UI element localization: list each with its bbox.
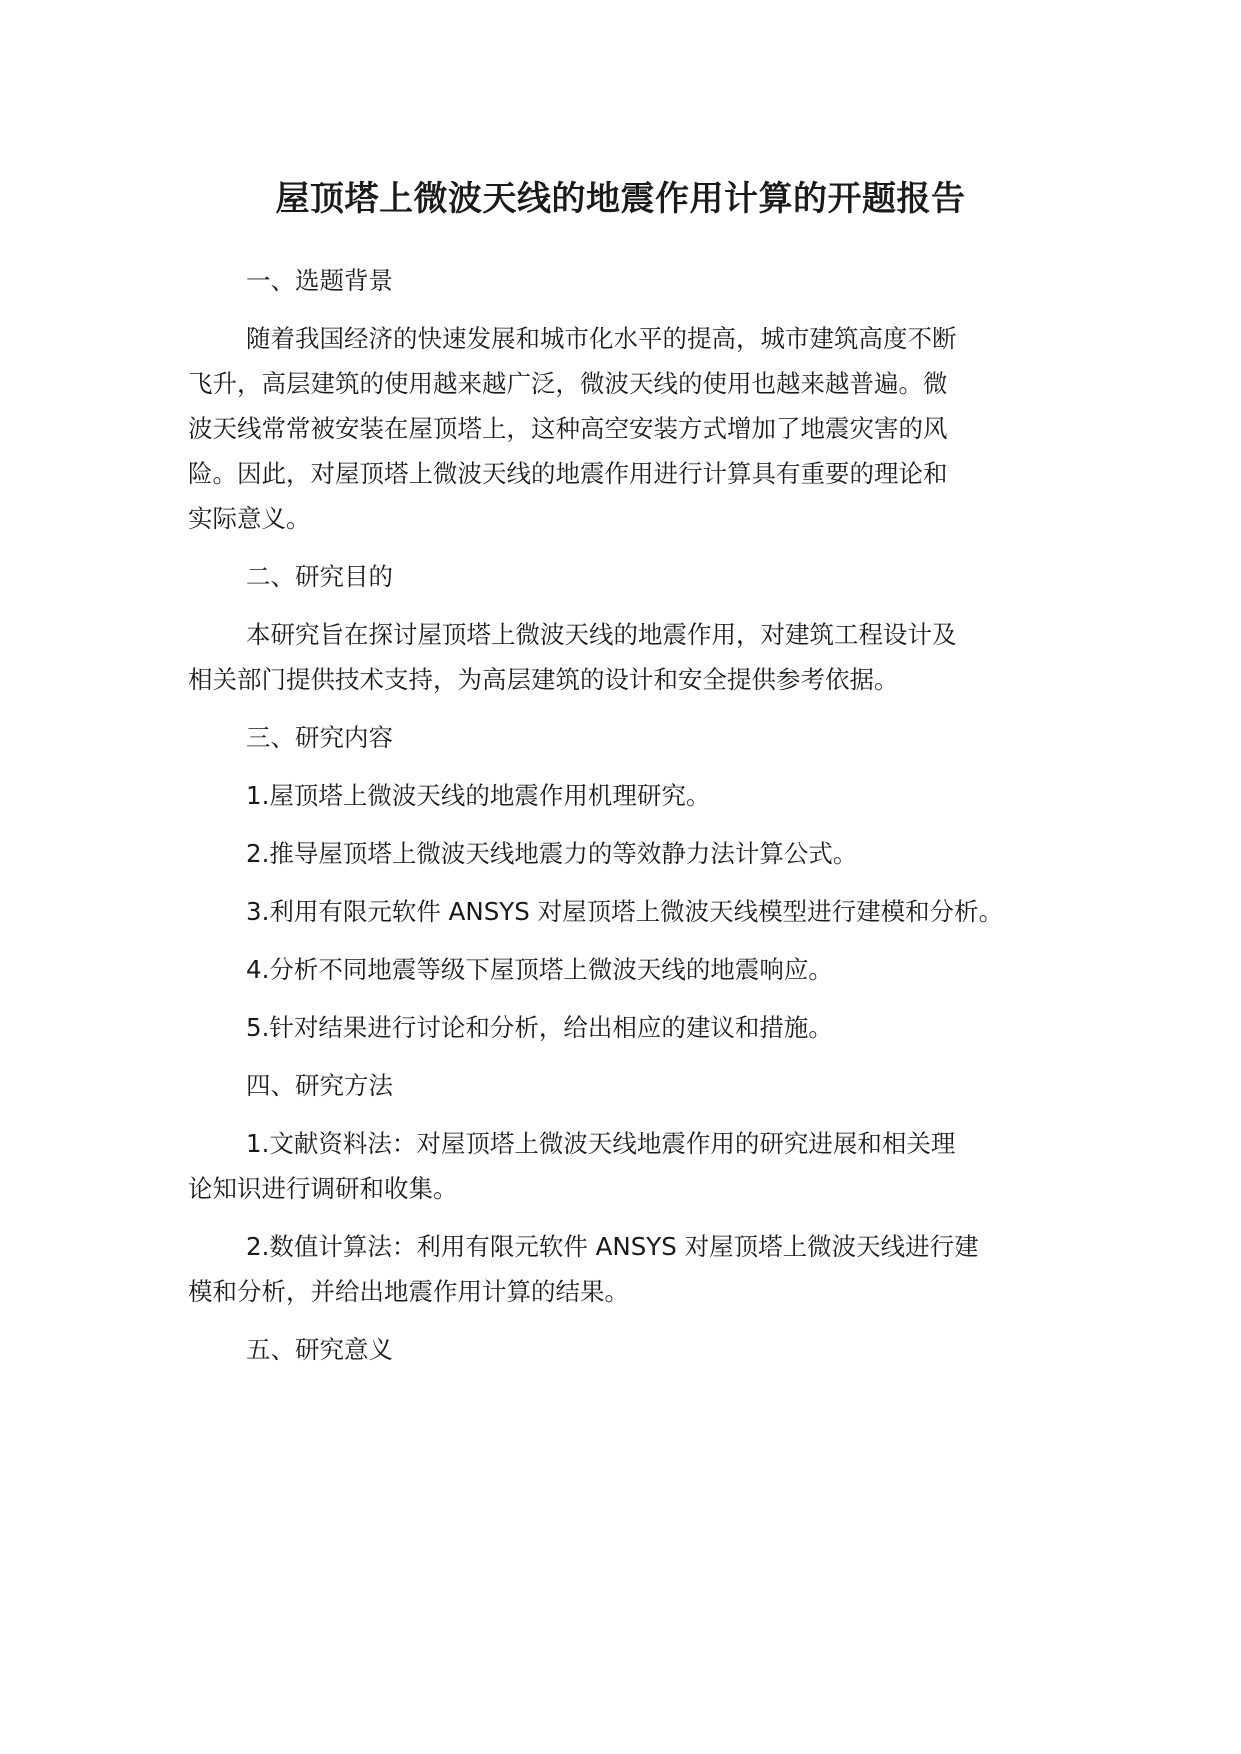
list-item: 3.利用有限元软件 ANSYS 对屋顶塔上微波天线模型进行建模和分析。 xyxy=(246,897,1004,926)
paragraph-line: 本研究旨在探讨屋顶塔上微波天线的地震作用，对建筑工程设计及 xyxy=(246,620,957,649)
list-item: 2.推导屋顶塔上微波天线地震力的等效静力法计算公式。 xyxy=(246,839,858,868)
paragraph-line: 波天线常常被安装在屋顶塔上，这种高空安装方式增加了地震灾害的风 xyxy=(188,414,948,443)
section-heading-content: 三、研究内容 xyxy=(246,723,393,752)
list-item: 1.文献资料法：对屋顶塔上微波天线地震作用的研究进展和相关理 xyxy=(246,1129,956,1158)
list-item: 2.数值计算法：利用有限元软件 ANSYS 对屋顶塔上微波天线进行建 xyxy=(246,1232,979,1261)
paragraph-line: 实际意义。 xyxy=(188,504,311,533)
list-item: 1.屋顶塔上微波天线的地震作用机理研究。 xyxy=(246,781,711,810)
section-heading-purpose: 二、研究目的 xyxy=(246,562,393,591)
paragraph-line: 飞升，高层建筑的使用越来越广泛，微波天线的使用也越来越普遍。微 xyxy=(188,369,948,398)
paragraph-line: 随着我国经济的快速发展和城市化水平的提高，城市建筑高度不断 xyxy=(246,324,957,353)
list-item: 5.针对结果进行讨论和分析，给出相应的建议和措施。 xyxy=(246,1013,833,1042)
paragraph-line: 相关部门提供技术支持，为高层建筑的设计和安全提供参考依据。 xyxy=(188,665,899,694)
section-heading-significance: 五、研究意义 xyxy=(246,1335,393,1364)
list-item-continuation: 论知识进行调研和收集。 xyxy=(188,1174,458,1203)
section-heading-background: 一、选题背景 xyxy=(246,266,393,295)
list-item: 4.分析不同地震等级下屋顶塔上微波天线的地震响应。 xyxy=(246,955,833,984)
page-title: 屋顶塔上微波天线的地震作用计算的开题报告 xyxy=(275,179,966,219)
list-item-continuation: 模和分析，并给出地震作用计算的结果。 xyxy=(188,1277,629,1306)
section-heading-method: 四、研究方法 xyxy=(246,1071,393,1100)
paragraph-line: 险。因此，对屋顶塔上微波天线的地震作用进行计算具有重要的理论和 xyxy=(188,459,948,488)
